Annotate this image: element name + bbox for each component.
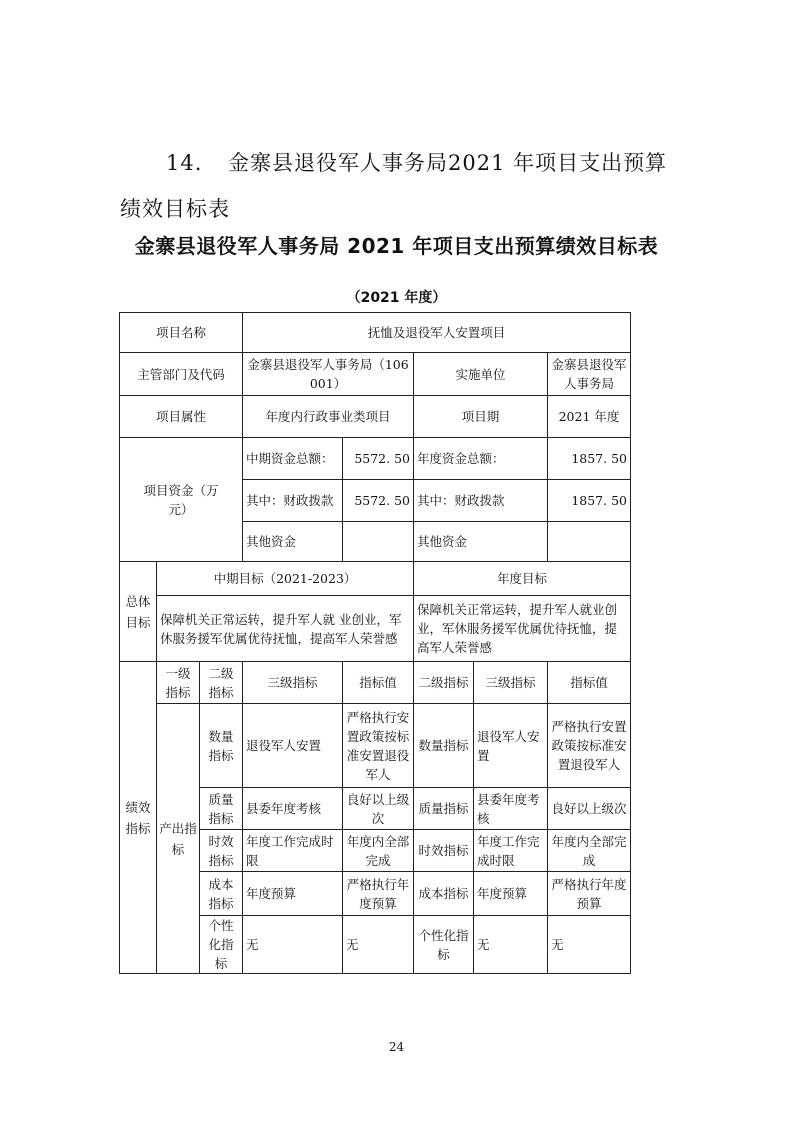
row-l3: 无 xyxy=(243,916,343,974)
mid-total-label: 中期资金总额： xyxy=(243,438,343,480)
mid-total-value: 5572. 50 xyxy=(343,438,414,480)
performance-table xyxy=(119,312,631,974)
row-value: 良好以上级次 xyxy=(343,788,414,830)
row-l2-year: 个性化指标 xyxy=(414,916,474,974)
section-heading-text: 金寨县退役军人事务局2021 年项目支出预算绩效目标表 xyxy=(120,151,668,221)
dept-value: 金寨县退役军人事务局（106001） xyxy=(243,353,414,396)
l2-header: 二级指标 xyxy=(200,662,243,704)
project-name-label: 项目名称 xyxy=(120,313,243,353)
row-l3-year: 年度工作完成时限 xyxy=(474,830,548,872)
row-l2: 时效指标 xyxy=(200,830,243,872)
mid-fiscal-label: 其中：财政拨款 xyxy=(243,480,343,522)
impl-label: 实施单位 xyxy=(414,353,548,396)
mid-goal-text: 保障机关正常运转，提升军人就 业创业，军休服务援军优属优待抚恤，提高军人荣誉感 xyxy=(157,596,414,662)
row-l3: 退役军人安置 xyxy=(243,704,343,788)
row-value: 年度内全部完成 xyxy=(343,830,414,872)
perf-indicator-label: 绩效指标 xyxy=(120,662,157,974)
mid-other-value xyxy=(343,522,414,562)
overall-goal-label: 总体目标 xyxy=(120,562,157,662)
row-l2: 数量指标 xyxy=(200,704,243,788)
row-l3-year: 退役军人安置 xyxy=(474,704,548,788)
dept-label: 主管部门及代码 xyxy=(120,353,243,396)
section-number: 14. xyxy=(166,151,203,175)
row-value-year: 年度内全部完成 xyxy=(548,830,631,872)
section-heading xyxy=(120,140,680,232)
year-total-value: 1857. 50 xyxy=(548,438,631,480)
year-fiscal-label: 其中：财政拨款 xyxy=(414,480,548,522)
l3-header: 三级指标 xyxy=(243,662,343,704)
project-name-value: 抚恤及退役军人安置项目 xyxy=(243,313,631,353)
row-l2-year: 时效指标 xyxy=(414,830,474,872)
value-header: 指标值 xyxy=(343,662,414,704)
row-l3: 年度预算 xyxy=(243,872,343,916)
row-l3-year: 县委年度考核 xyxy=(474,788,548,830)
year-total-label: 年度资金总额： xyxy=(414,438,548,480)
funds-label: 项目资金（万元） xyxy=(120,438,243,562)
page-title: 金寨县退役军人事务局 2021 年项目支出预算绩效目标表 xyxy=(134,234,659,258)
row-value-year: 严格执行年度预算 xyxy=(548,872,631,916)
l2-header-year: 二级指标 xyxy=(414,662,474,704)
value-header-year: 指标值 xyxy=(548,662,631,704)
year-goal-text: 保障机关正常运转，提升军人就业创业，军休服务援军优属优待抚恤，提高军人荣誉感 xyxy=(414,596,631,662)
row-l2-year: 数量指标 xyxy=(414,704,474,788)
row-l2: 个性化指标 xyxy=(200,916,243,974)
row-l2: 成本指标 xyxy=(200,872,243,916)
year-label: （2021 年度） xyxy=(346,290,447,306)
row-l3: 年度工作完成时限 xyxy=(243,830,343,872)
row-value-year: 无 xyxy=(548,916,631,974)
row-value-year: 严格执行安置政策按标准安置退役军人 xyxy=(548,704,631,788)
row-l3: 县委年度考核 xyxy=(243,788,343,830)
page-number: 24 xyxy=(388,1040,405,1054)
impl-value: 金寨县退役军人事务局 xyxy=(548,353,631,396)
attr-value: 年度内行政事业类项目 xyxy=(243,396,414,438)
year-other-value xyxy=(548,522,631,562)
mid-goal-header: 中期目标（2021-2023） xyxy=(157,562,414,596)
year-other-label: 其他资金 xyxy=(414,522,548,562)
row-value-year: 良好以上级次 xyxy=(548,788,631,830)
year-goal-header: 年度目标 xyxy=(414,562,631,596)
period-value: 2021 年度 xyxy=(548,396,631,438)
row-value: 严格执行安置政策按标准安置退役军人 xyxy=(343,704,414,788)
row-l3-year: 无 xyxy=(474,916,548,974)
l3-header-year: 三级指标 xyxy=(474,662,548,704)
year-fiscal-value: 1857. 50 xyxy=(548,480,631,522)
output-indicator-label: 产出指标 xyxy=(157,704,200,974)
l1-header: 一级指标 xyxy=(157,662,200,704)
row-l3-year: 年度预算 xyxy=(474,872,548,916)
row-value: 严格执行年度预算 xyxy=(343,872,414,916)
mid-other-label: 其他资金 xyxy=(243,522,343,562)
row-l2-year: 质量指标 xyxy=(414,788,474,830)
row-value: 无 xyxy=(343,916,414,974)
attr-label: 项目属性 xyxy=(120,396,243,438)
row-l2: 质量指标 xyxy=(200,788,243,830)
period-label: 项目期 xyxy=(414,396,548,438)
row-l2-year: 成本指标 xyxy=(414,872,474,916)
mid-fiscal-value: 5572. 50 xyxy=(343,480,414,522)
